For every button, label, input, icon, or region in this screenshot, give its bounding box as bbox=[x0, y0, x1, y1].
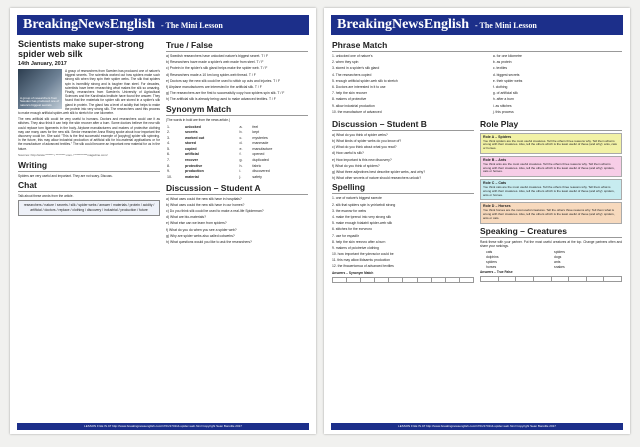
discussion-a-heading: Discussion – Student A bbox=[166, 183, 308, 195]
synonym-cell: c. bbox=[239, 135, 243, 140]
exercise-column bbox=[166, 39, 308, 420]
synonym-cell: recover bbox=[185, 158, 199, 163]
phrase-left-item: 6. Doctors are interested in it to use bbox=[332, 84, 386, 89]
spelling-item: 6. stitches for the ecrveoro bbox=[332, 227, 372, 232]
true-false-item: h) The artificial silk is already being used to make advanced textiles. T / F bbox=[166, 97, 276, 102]
synonym-cell: safety bbox=[252, 174, 262, 179]
synonym-cell: copied bbox=[185, 146, 197, 151]
speaking-word: snakes bbox=[554, 265, 565, 270]
brand-title: BreakingNewsEnglish bbox=[23, 17, 155, 32]
discussion-b-item: c) What do you think about what you read? bbox=[332, 145, 397, 150]
phrase-left-item: 9. allow industrial production bbox=[332, 103, 375, 108]
true-false-heading: True / False bbox=[166, 40, 308, 52]
synonym-cell: mysteries bbox=[252, 135, 268, 140]
synonym-cell: material bbox=[185, 174, 199, 179]
speaking-word-list bbox=[480, 250, 622, 270]
synonym-row bbox=[166, 174, 308, 180]
article-photo bbox=[18, 69, 62, 109]
synonym-cell: 2. bbox=[167, 130, 170, 135]
article-column bbox=[18, 39, 160, 420]
spelling-item: 1. one of nature's biggest ssrecte bbox=[332, 196, 382, 201]
phrase-right-item: j. this process bbox=[492, 109, 514, 114]
chat-word-box: researchers / nature / secrets / silk / spider webs / answer / materials / protein / acidity / artificial / doctors / replace / clothing / discovery / industrial / production / future bbox=[18, 200, 160, 216]
phrase-left-item: 8. makers of protective bbox=[332, 97, 367, 102]
true-false-item: a) Swedish researchers have unlocked nature's biggest secret. T / F bbox=[166, 54, 269, 58]
true-false-item: g) The researchers are the first to successfully copy how spiders spin silk. T / F bbox=[166, 91, 285, 96]
synonym-cell: manmade bbox=[252, 141, 269, 146]
synonym-cell: kept bbox=[252, 130, 260, 135]
role-name: Role A – Spiders bbox=[483, 134, 512, 139]
discussion-a-item: g) Why are spider webs also called cobwebs? bbox=[166, 233, 235, 238]
tf-answer-grid bbox=[480, 276, 622, 282]
role-play-heading: Role Play bbox=[480, 119, 622, 131]
role-name: Role D – Horses bbox=[483, 204, 511, 209]
discussion-b-item: b) What kinds of spider webs do you know of? bbox=[332, 139, 402, 144]
phrase-left-item: 3. stored in a spider's silk gland bbox=[332, 66, 380, 71]
discussion-b-item: h) What other secrets of nature should researchers unlock? bbox=[332, 176, 422, 181]
page-footer: LESSON FILE IS AT http://www.breakingnewsenglish.com/1701/170114-spider-web.html Copyright Sean Banville 2017 bbox=[17, 423, 309, 430]
role-card bbox=[480, 156, 622, 177]
spelling-item: 7. use for espadlir bbox=[332, 233, 359, 238]
synonym-cell: 1. bbox=[167, 124, 170, 129]
synonym-cell: 8. bbox=[167, 163, 170, 168]
synonym-cell: stored bbox=[185, 141, 196, 146]
synonym-cell: 10. bbox=[167, 174, 172, 179]
spelling-item: 8. help the skin reecvro after a burn bbox=[332, 239, 386, 244]
phrase-right-item: a. for one kilometre bbox=[492, 54, 522, 58]
role-text: You think horses are the most useful creatures. Tell the others three reasons why. Tell them what is wrong with their creatures. Also, tell the others which is the least useful of these (and why): spiders, ants or cats. bbox=[483, 208, 615, 220]
discussion-b-item: e) How important is this new discovery? bbox=[332, 157, 392, 162]
brand-subtitle: - The Mini Lesson bbox=[161, 21, 223, 30]
role-card bbox=[480, 133, 622, 154]
left-column-2 bbox=[332, 118, 474, 420]
synonym-cell: d. bbox=[239, 141, 243, 146]
answers-tf-label: Answers – True False bbox=[480, 270, 513, 275]
synonym-cell: discovered bbox=[252, 169, 270, 174]
role-name: Role B – Ants bbox=[483, 158, 507, 163]
synonym-cell: j. bbox=[239, 174, 242, 179]
phrase-right-list bbox=[493, 54, 622, 116]
role-text: You think ants are the most useful creatures. Tell the others three reasons why. Tell them what is wrong with their creatures. Also, tell the others which is the least useful of these (and why): spiders, cats or horses. bbox=[483, 161, 615, 174]
true-false-item: c) Protein in the spider's silk gland helps make the spider web. T / F bbox=[166, 66, 268, 71]
synonym-table bbox=[166, 124, 308, 180]
synonym-cell: 4. bbox=[167, 141, 170, 146]
right-column-2 bbox=[480, 118, 622, 420]
article-date: 14th January, 2017 bbox=[18, 61, 67, 67]
discussion-a-item: c) Do you think silk could be used to make a real-life Spiderman? bbox=[166, 209, 264, 214]
synonym-cell: worked out bbox=[185, 135, 205, 140]
discussion-a-item: d) What are bio-materials? bbox=[166, 215, 206, 220]
article-paragraph-2: The new artificial silk could be very useful to humans. Doctors and researchers could use it as stitches. They also think it can help the skin recover after a burn. Some doctors believe the new silk could replace torn ligaments in the body. Airplane manufacturers and makers of protective clothing may use many uses for the new silk. Senior researcher Anna Rising spoke about how important the discovery could be. She said: "This is the first successful example of [copying] spider silk spinning. In the future, this may allow industrial production of artificial silk for bio-material applications or for the manufacture of advanced textiles." The silk could become an important new material for us in the future. bbox=[18, 117, 160, 151]
synonym-cell: f. bbox=[239, 152, 242, 157]
discussion-a-item: h) What questions would you like to ask the researchers? bbox=[166, 239, 252, 244]
synonym-heading: Synonym Match bbox=[166, 104, 308, 116]
phrase-right-item: b. as protein bbox=[492, 60, 512, 65]
article-paragraph-1: A group of researchers from Sweden has produced one of nature's biggest secrets. The scientists worked out how spiders make such strong silk when they spin their spider webs. The silk that spiders spin is incredibly strong and is tougher than steel. For decades, scientists have been researching what makes the silk so amazing. Finally, researchers from Sweden's University of Agricultural Sciences and the Karolinska Institute have found the answer. They found that the materials for spider silk are stored in a spider's silk gland in protein. The gland has a level of acidity that helps to make the protein into very strong silk. The researchers used this process to make enough artificial spider-web silk to stretch for one kilometre. bbox=[18, 69, 160, 116]
answers-synonym-label: Answers – Synonym Match bbox=[332, 271, 374, 276]
speaking-word: dogs bbox=[554, 255, 562, 260]
phrase-left-item: 2. when they spin bbox=[332, 60, 359, 65]
phrase-left-item: 7. help the skin recover bbox=[332, 91, 368, 96]
synonym-cell: g. bbox=[239, 158, 243, 163]
phrase-left-list bbox=[332, 54, 487, 116]
chat-heading: Chat bbox=[18, 180, 160, 192]
synonym-note: (The words in bold are from the news article.) bbox=[166, 117, 230, 122]
synonym-cell: 6. bbox=[167, 152, 170, 157]
synonym-cell: secrets bbox=[185, 130, 198, 135]
role-card bbox=[480, 179, 622, 200]
synonym-cell: duplicated bbox=[252, 158, 269, 163]
page-one bbox=[10, 8, 316, 434]
sources-line: Sources: http://www.******* / ********.com / ***********magazine.com/ bbox=[18, 152, 108, 157]
true-false-item: b) Researchers have made a spider's web made from steel. T / F bbox=[166, 60, 264, 65]
synonym-cell: feel bbox=[252, 124, 259, 129]
spelling-item: 4. make the tprenoi into very strong silk bbox=[332, 214, 391, 219]
page-footer-2: LESSON FILE IS AT http://www.breakingnewsenglish.com/1701/170114-spider-web.html Copyright Sean Banville 2017 bbox=[331, 423, 623, 430]
role-text: You think spiders are the most useful creatures. Tell the others three reasons why. Tell them what is wrong with their creatures. Also, tell the others which is the least useful of these (and why): ants, cats or horses. bbox=[483, 138, 617, 151]
discussion-a-item: b) What uses could the new silk have in our homes? bbox=[166, 202, 245, 207]
discussion-b-item: d) How useful is silk? bbox=[332, 151, 364, 156]
synonym-cell: manufacture bbox=[252, 146, 273, 151]
phrase-right-item: h. after a burn bbox=[492, 97, 515, 102]
true-false-list bbox=[166, 54, 308, 102]
speaking-word: ants bbox=[554, 260, 561, 265]
discussion-b-heading: Discussion – Student B bbox=[332, 119, 474, 131]
speaking-heading: Speaking – Creatures bbox=[480, 226, 622, 238]
writing-text: Spiders are very useful and important. They are not scary. Discuss. bbox=[18, 173, 113, 178]
discussion-a-list bbox=[166, 197, 308, 245]
synonym-cell: production bbox=[185, 169, 204, 174]
speaking-word: cats bbox=[486, 250, 493, 255]
spelling-item: 9. makers of pciotretve clothing bbox=[332, 245, 379, 250]
discussion-a-item: a) What uses could the new silk have in hospitals? bbox=[166, 196, 242, 201]
spelling-list bbox=[332, 196, 474, 269]
synonym-cell: 9. bbox=[167, 169, 170, 174]
phrase-match-section bbox=[332, 39, 622, 116]
discussion-b-item: a) What do you think of spider webs? bbox=[332, 132, 388, 137]
discussion-a-item: e) What else can we learn from spiders? bbox=[166, 221, 227, 226]
role-text: You think cats are the most useful creatures. Tell the others three reasons why. Tell them what is wrong with their creatures. Also, tell the others which is the least useful of these (and why): spiders, ants or horses. bbox=[483, 185, 615, 197]
spelling-item: 3. the esanrw for webs bbox=[332, 208, 367, 213]
discussion-b-list bbox=[332, 133, 474, 181]
phrase-right-item: i. as stitches bbox=[492, 103, 512, 108]
phrase-right-item: d. biggest secrets bbox=[492, 72, 520, 77]
synonym-cell: opened bbox=[252, 152, 265, 157]
phrase-left-item: 5. enough artificial spider-web silk to stretch bbox=[332, 78, 398, 83]
photo-caption: A group of researchers from Sweden has produced one of nature's biggest secrets bbox=[20, 95, 60, 107]
synonym-cell: b. bbox=[239, 130, 243, 135]
synonym-cell: e. bbox=[239, 146, 243, 151]
role-cards bbox=[480, 133, 622, 224]
synonym-cell: a. bbox=[239, 124, 243, 129]
spelling-item: 11. this may allow ilidsarntu production bbox=[332, 258, 390, 263]
phrase-left-item: 1. unlocked one of nature's bbox=[332, 54, 373, 58]
phrase-left-item: 4. The researchers copied bbox=[332, 72, 372, 77]
spelling-heading: Spelling bbox=[332, 182, 474, 194]
true-false-item: f) Airplane manufacturers are interested in the artificial silk. T / F bbox=[166, 84, 262, 89]
chat-text: Talk about these words from the article. bbox=[18, 194, 74, 199]
synonym-cell: h. bbox=[239, 163, 243, 168]
phrase-right-item: g. of artificial silk bbox=[492, 91, 518, 96]
speaking-word: dolphins bbox=[486, 255, 499, 260]
speaking-word: spiders bbox=[486, 260, 497, 265]
speaking-word: horses bbox=[486, 265, 497, 270]
answer-key-grid bbox=[332, 277, 474, 283]
phrase-right-item: f. clothing bbox=[492, 84, 508, 89]
spelling-item: 2. silk that spiders spin is ynirlcebdi strong bbox=[332, 202, 396, 207]
phrase-left-item: 10. the manufacture of advanced bbox=[332, 109, 382, 114]
synonym-cell: unlocked bbox=[185, 124, 201, 129]
synonym-cell: i. bbox=[239, 169, 242, 174]
spelling-item: 10. how important the ydevscior could be bbox=[332, 252, 394, 257]
speaking-word: spiders bbox=[554, 250, 565, 255]
true-false-item: d) Researchers made a 10 km long spider-web thread. T / F bbox=[166, 72, 256, 77]
brand-subtitle: - The Mini Lesson bbox=[475, 21, 537, 30]
phrase-right-item: e. their spider webs bbox=[492, 78, 523, 83]
role-card bbox=[480, 202, 622, 223]
writing-heading: Writing bbox=[18, 160, 160, 172]
spelling-item: 12. the ifnauertcmua of advanced textiles bbox=[332, 264, 394, 269]
lesson-header bbox=[17, 15, 309, 35]
synonym-cell: 5. bbox=[167, 146, 170, 151]
synonym-cell: fabric bbox=[252, 163, 262, 168]
spelling-item: 5. make enough fcialatrii spider-web silk bbox=[332, 221, 393, 226]
true-false-item: e) Doctors say the new silk could be used to stitch up cuts and injuries. T / F bbox=[166, 78, 281, 83]
discussion-b-item: g) What three adjectives best describe spider webs, and why? bbox=[332, 170, 426, 174]
lesson-header-2 bbox=[331, 15, 623, 35]
synonym-cell: 7. bbox=[167, 158, 170, 163]
synonym-cell: artificial bbox=[185, 152, 199, 157]
phrase-match-heading: Phrase Match bbox=[332, 40, 622, 52]
speaking-text: Rank these with your partner. Put the most useful creatures at the top. Change partners often and share your rankings. bbox=[480, 239, 622, 248]
discussion-b-item: f) What do you think of spiders? bbox=[332, 163, 380, 168]
headline: Scientists make super-strong spider web silk bbox=[18, 39, 145, 59]
synonym-cell: 3. bbox=[167, 135, 170, 140]
phrase-right-item: c. textiles bbox=[492, 66, 508, 71]
role-name: Role C – Cats bbox=[483, 181, 507, 186]
synonym-cell: protective bbox=[185, 163, 203, 168]
page-two bbox=[324, 8, 630, 434]
brand-title: BreakingNewsEnglish bbox=[337, 17, 469, 32]
discussion-a-item: f) What do you do when you see a spider web? bbox=[166, 227, 237, 232]
